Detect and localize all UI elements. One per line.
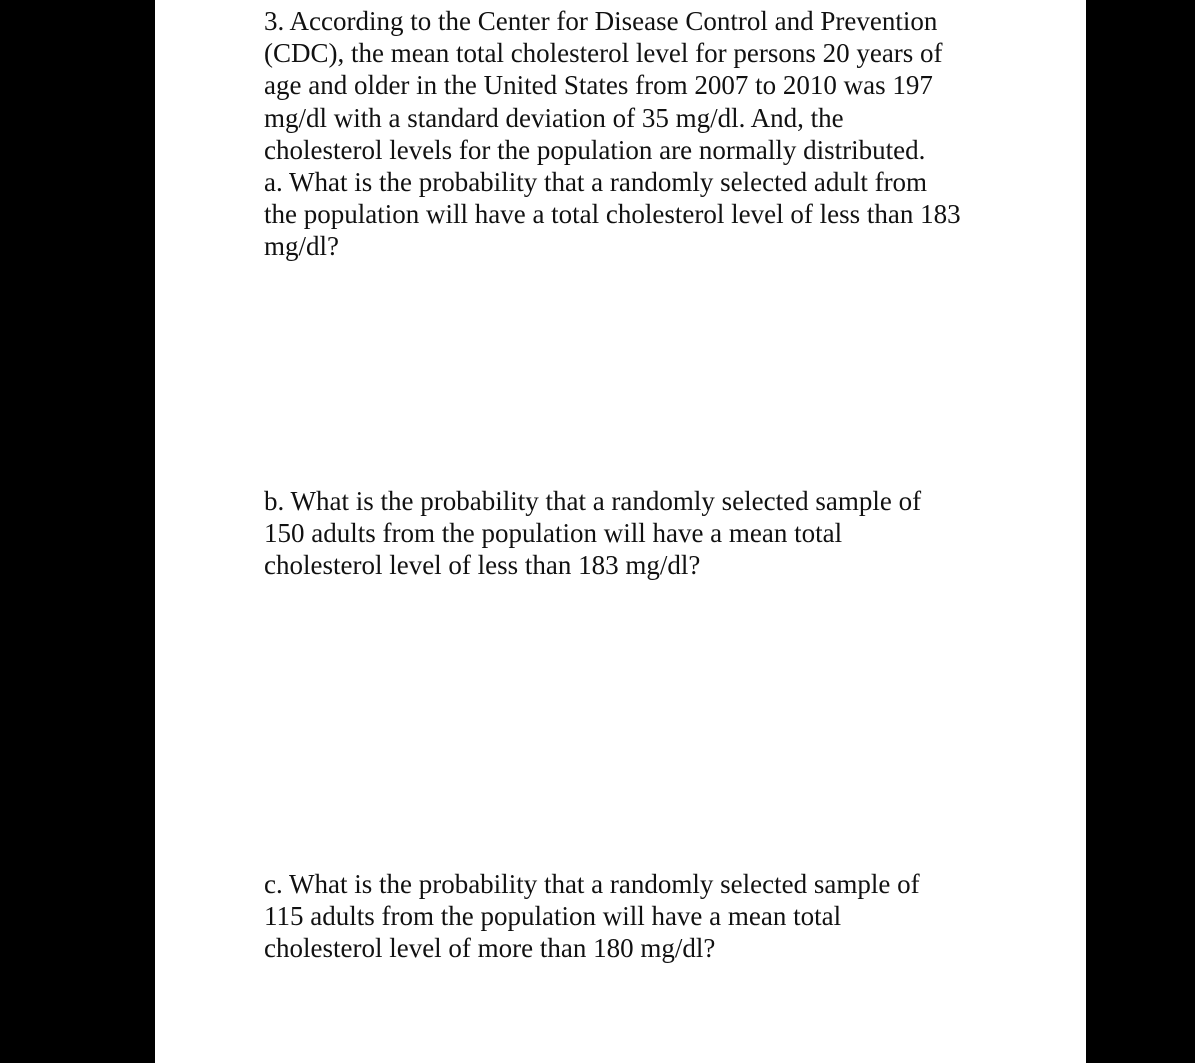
question-3-block [264,5,984,263]
part-a-line-1: a. What is the probability that a randomly selected adult from [264,167,928,198]
part-a-line-3: mg/dl? [264,231,339,262]
part-c-block [264,868,984,965]
part-b-line-2: 150 adults from the population will have a mean total [264,518,843,549]
part-a-line-2: the population will have a total cholesterol level of less than 183 [264,199,961,230]
question-3-intro-line-4: mg/dl with a standard deviation of 35 mg/dl. And, the [264,102,844,133]
question-3-intro-line-5: cholesterol levels for the population are normally distributed. [264,134,926,165]
question-3-intro-line-3: age and older in the United States from 2007 to 2010 was 197 [264,70,933,101]
question-3-intro-line-1: 3. According to the Center for Disease Control and Prevention [264,6,938,36]
part-c-line-2: 115 adults from the population will have a mean total [264,901,842,932]
document-page [155,0,1086,1063]
part-c-line-3: cholesterol level of more than 180 mg/dl? [264,933,716,964]
part-b-line-3: cholesterol level of less than 183 mg/dl? [264,550,701,581]
part-c-line-1: c. What is the probability that a randomly selected sample of [264,869,920,899]
part-b-line-1: b. What is the probability that a randomly selected sample of [264,486,922,516]
question-3-intro-line-2: (CDC), the mean total cholesterol level for persons 20 years of [264,38,943,69]
part-b-block [264,485,984,582]
